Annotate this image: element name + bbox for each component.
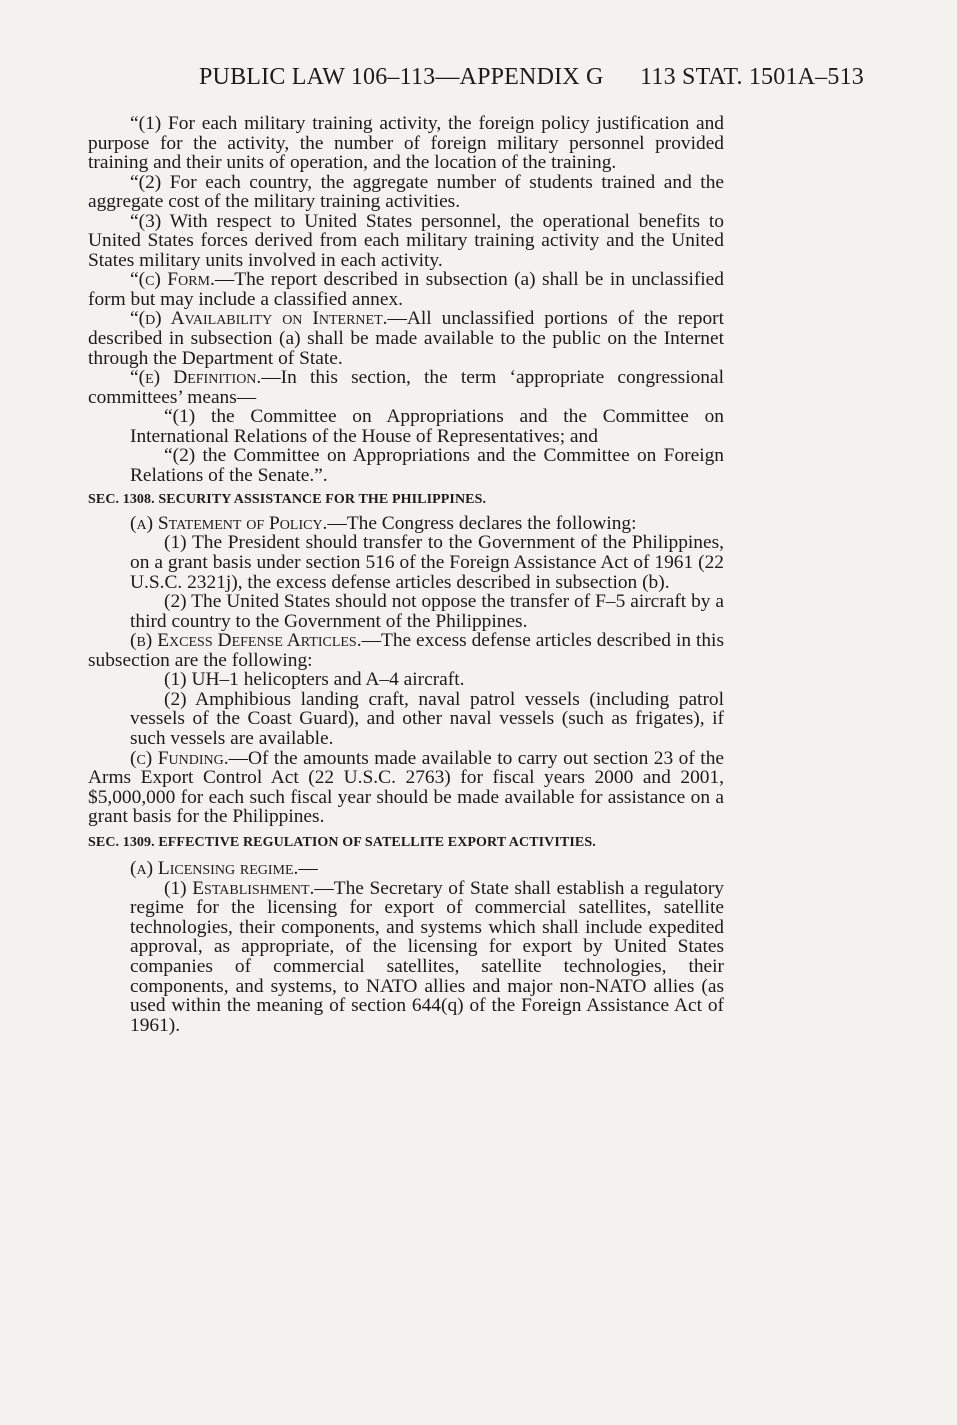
section-1308-b [88, 631, 724, 670]
header-page-number: 113 STAT. 1501A–513 [640, 64, 864, 90]
paragraph-e1: “(1) the Committee on Appropriations and the Committee on International Relations of the House of Representatives; and [130, 406, 724, 447]
section-1308-c-text: —Of the amounts made available to carry out section 23 of the Arms Export Control Act (22 U.S.C. 2763) for fiscal years 2000 and 2001, $5,000,000 for each such fiscal year should be made available for assistance on a grant basis for the Philippines. [88, 747, 724, 828]
subsection-e [88, 368, 724, 407]
section-1309-a [88, 859, 724, 879]
section-1308-b2: (2) Amphibious landing craft, naval patrol vessels (including patrol vessels of the Coast Guard), and other naval vessels (such as frigates), if such vessels are available. [130, 688, 724, 749]
section-1309-a1-text: —The Secretary of State shall establish a regulatory regime for the licensing for export of commercial satellites, satellite technologies, their components, and systems which shall include expedited approval, as appropriate, of the licensing for export by United States companies of commercial satellites, satellite technologies, their components, and systems, to NATO allies and major non-NATO allies (as used within the meaning of section 644(q) of the Foreign Assistance Act of 1961). [130, 877, 724, 1036]
paragraph-e2: “(2) the Committee on Appropriations and the Committee on Foreign Relations of the Senate.”. [130, 445, 724, 486]
subsection-c-text: —The report described in subsection (a) shall be in unclassified form but may include a classified annex. [88, 269, 724, 310]
header-title: PUBLIC LAW 106–113—APPENDIX G [199, 64, 604, 90]
section-1309-heading: SEC. 1309. EFFECTIVE REGULATION OF SATELLITE EXPORT ACTIVITIES. [88, 834, 596, 850]
section-1308-a1: (1) The President should transfer to the Government of the Philippines, on a grant basis under section 516 of the Foreign Assistance Act of 1961 (22 U.S.C. 2321j), the excess defense articles described in subsection (b). [130, 532, 724, 593]
section-1308-c-heading: (c) Funding. [130, 747, 229, 769]
subsection-c-heading: “(c) Form. [130, 269, 215, 291]
paragraph-b1: “(1) For each military training activity, the foreign policy justification and purpose for the activity, the number of foreign military personnel provided training and their units of operation, and the location of the training. [88, 113, 724, 174]
section-1308-heading: SEC. 1308. SECURITY ASSISTANCE FOR THE PHILIPPINES. [88, 492, 487, 508]
section-1308-c [88, 749, 724, 827]
section-1308-a-text: —The Congress declares the following: [327, 512, 637, 534]
section-1308-b1: (1) UH–1 helicopters and A–4 aircraft. [164, 669, 465, 691]
subsection-e-heading: “(e) Definition. [130, 367, 262, 389]
subsection-e-text: —In this section, the term ‘appropriate congressional committees’ means— [88, 367, 724, 408]
subsection-d [88, 309, 724, 368]
section-1309-a-text: — [298, 858, 318, 880]
section-1308-a-heading: (a) Statement of Policy. [130, 512, 328, 534]
section-1308-a2: (2) The United States should not oppose the transfer of F–5 aircraft by a third country to the Government of the Philippines. [130, 591, 724, 632]
section-1309-a-heading: (a) Licensing regime. [130, 858, 299, 880]
section-1309-a1-heading: (1) Establishment. [164, 877, 315, 899]
paragraph-b2: “(2) For each country, the aggregate number of students trained and the aggregate cost of the military training activities. [88, 171, 724, 213]
section-1308-b-text: —The excess defense articles described in this subsection are the following: [88, 630, 724, 671]
section-1309-a1 [88, 879, 724, 1035]
subsection-c [88, 270, 724, 309]
page-header [199, 64, 864, 92]
section-1308-b-heading: (b) Excess Defense Articles. [130, 630, 362, 652]
document-body [88, 114, 724, 1035]
paragraph-b3: “(3) With respect to United States personnel, the operational benefits to United States forces derived from each military training activity and the United States military units involved in each activity. [88, 210, 724, 271]
subsection-d-text: —All unclassified portions of the report described in subsection (a) shall be made available to the public on the Internet through the Department of State. [88, 308, 724, 369]
section-1308-a [88, 514, 724, 534]
subsection-d-heading: “(d) Availability on Internet. [130, 308, 388, 330]
